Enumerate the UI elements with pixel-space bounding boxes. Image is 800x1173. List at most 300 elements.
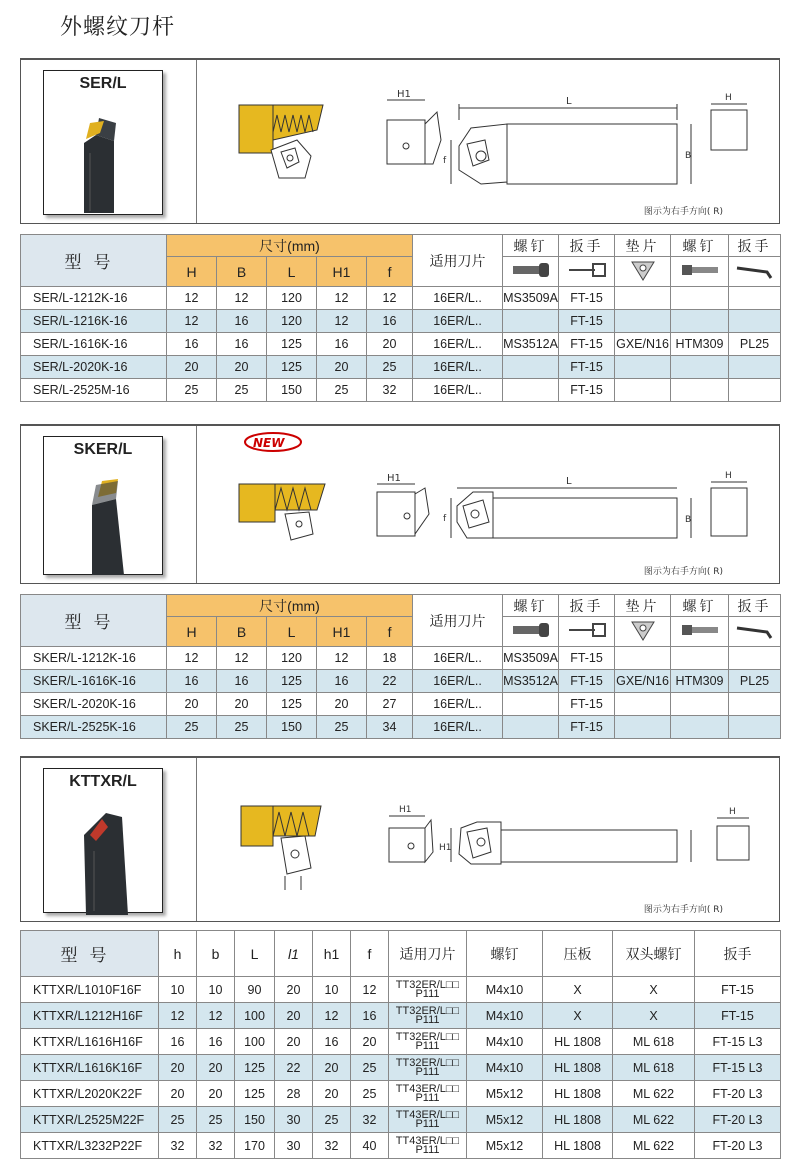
sker-tool-image bbox=[44, 459, 162, 575]
table-cell: 12 bbox=[367, 287, 413, 310]
table-cell bbox=[503, 693, 559, 716]
sker-caption: 图示为右手方向( R) bbox=[643, 567, 723, 577]
kttxr-end-view bbox=[717, 807, 749, 860]
table-cell: MS3509A bbox=[503, 647, 559, 670]
table-cell: 125 bbox=[235, 1081, 275, 1107]
kttxr-side-view bbox=[389, 805, 433, 862]
table-cell: 20 bbox=[159, 1055, 197, 1081]
table-cell: HL 1808 bbox=[543, 1055, 613, 1081]
table-cell: M5x12 bbox=[467, 1081, 543, 1107]
table-cell: 16ER/L.. bbox=[413, 670, 503, 693]
sker-head-shim-screw: 螺钉 bbox=[671, 595, 729, 617]
table-cell: 120 bbox=[267, 647, 317, 670]
kttxr-top-view bbox=[439, 822, 691, 864]
table-cell: 16 bbox=[367, 310, 413, 333]
table-cell bbox=[729, 647, 781, 670]
ser-f-label: f bbox=[443, 156, 447, 166]
table-cell bbox=[729, 310, 781, 333]
table-cell: MS3509A bbox=[503, 287, 559, 310]
table-cell: 16ER/L.. bbox=[413, 333, 503, 356]
table-cell: 10 bbox=[159, 977, 197, 1003]
table-cell: 125 bbox=[235, 1055, 275, 1081]
table-cell: FT-20 L3 bbox=[695, 1107, 781, 1133]
sker-insert-detail bbox=[239, 484, 325, 540]
table-cell: 25 bbox=[159, 1107, 197, 1133]
ser-head-insert: 适用刀片 bbox=[413, 235, 503, 287]
table-cell: 16ER/L.. bbox=[413, 356, 503, 379]
hex-key-icon bbox=[729, 257, 781, 287]
kttxr-tool-image bbox=[44, 791, 162, 915]
insert-cell bbox=[389, 1133, 467, 1159]
kttxr-col-l1: l1 bbox=[275, 931, 313, 977]
ser-col-f: f bbox=[367, 257, 413, 287]
table-cell bbox=[503, 716, 559, 739]
table-cell bbox=[671, 287, 729, 310]
insert-grade: P111 bbox=[415, 1013, 440, 1026]
table-cell: 16 bbox=[317, 333, 367, 356]
table-cell bbox=[615, 287, 671, 310]
kttxr-head-insert: 适用刀片 bbox=[389, 931, 467, 977]
new-badge-text: NEW bbox=[253, 436, 285, 450]
sker-head-dims: 尺寸(mm) bbox=[167, 595, 413, 617]
table-cell: 25 bbox=[217, 716, 267, 739]
ser-caption: 图示为右手方向( R) bbox=[643, 207, 723, 217]
table-cell: FT-15 bbox=[695, 977, 781, 1003]
table-cell: M4x10 bbox=[467, 977, 543, 1003]
table-cell: 25 bbox=[351, 1081, 389, 1107]
table-cell: 12 bbox=[217, 287, 267, 310]
sker-photo-label: SKER/L bbox=[73, 441, 133, 458]
table-cell: 12 bbox=[167, 647, 217, 670]
model-cell: KTTXR/L3232P22F bbox=[21, 1133, 159, 1159]
table-cell: 16 bbox=[217, 333, 267, 356]
table-cell: 18 bbox=[367, 647, 413, 670]
ser-head-dims: 尺寸(mm) bbox=[167, 235, 413, 257]
table-cell: 20 bbox=[167, 693, 217, 716]
sker-side-view bbox=[377, 473, 429, 536]
table-cell: HL 1808 bbox=[543, 1107, 613, 1133]
sker-head-screw: 螺钉 bbox=[503, 595, 559, 617]
ser-col-h: H bbox=[167, 257, 217, 287]
table-cell: 20 bbox=[275, 1003, 313, 1029]
kttxr-caption: 图示为右手方向( R) bbox=[643, 905, 723, 915]
table-cell: 20 bbox=[167, 356, 217, 379]
sker-top-view bbox=[443, 476, 691, 538]
table-cell: 16ER/L.. bbox=[413, 693, 503, 716]
table-cell: FT-15 bbox=[559, 716, 615, 739]
table-cell: M4x10 bbox=[467, 1029, 543, 1055]
table-cell bbox=[615, 356, 671, 379]
ser-head-shim: 垫片 bbox=[615, 235, 671, 257]
model-cell: KTTXR/L2525M22F bbox=[21, 1107, 159, 1133]
model-cell: KTTXR/L1010F16F bbox=[21, 977, 159, 1003]
sker-h-label: H bbox=[725, 471, 732, 481]
table-cell: 20 bbox=[217, 356, 267, 379]
table-row bbox=[21, 1081, 781, 1107]
table-cell: 12 bbox=[167, 287, 217, 310]
table-cell: PL25 bbox=[729, 333, 781, 356]
kttxr-h1-label: H1 bbox=[399, 805, 412, 815]
sker-figure-panel bbox=[20, 424, 780, 584]
screw-icon bbox=[503, 257, 559, 287]
sker-col-h: H bbox=[167, 617, 217, 647]
ser-photo-label: SER/L bbox=[79, 75, 127, 92]
table-cell: 12 bbox=[313, 1003, 351, 1029]
table-cell: 16ER/L.. bbox=[413, 716, 503, 739]
kttxr-hh-label: H1 bbox=[439, 843, 452, 853]
table-cell: 16ER/L.. bbox=[413, 287, 503, 310]
table-cell: X bbox=[543, 977, 613, 1003]
table-row bbox=[21, 1003, 781, 1029]
table-row bbox=[21, 310, 781, 333]
kttxr-photo-label: KTTXR/L bbox=[69, 773, 137, 790]
table-cell: 20 bbox=[313, 1081, 351, 1107]
table-cell: 16 bbox=[217, 670, 267, 693]
table-cell: 16 bbox=[167, 670, 217, 693]
table-cell: 40 bbox=[351, 1133, 389, 1159]
table-cell: 16 bbox=[159, 1029, 197, 1055]
table-cell bbox=[615, 647, 671, 670]
model-cell: SER/L-2020K-16 bbox=[21, 356, 167, 379]
ser-h-label: H bbox=[725, 93, 732, 103]
shim-screw-icon bbox=[671, 617, 729, 647]
table-cell: 20 bbox=[317, 356, 367, 379]
table-cell: 100 bbox=[235, 1003, 275, 1029]
table-cell: 16ER/L.. bbox=[413, 379, 503, 402]
ser-head-screw: 螺钉 bbox=[503, 235, 559, 257]
model-cell: SER/L-1616K-16 bbox=[21, 333, 167, 356]
shim-icon bbox=[615, 257, 671, 287]
table-cell: 150 bbox=[267, 716, 317, 739]
sker-col-l: L bbox=[267, 617, 317, 647]
ser-photo-area bbox=[21, 60, 197, 223]
new-badge bbox=[245, 433, 301, 451]
table-cell: 22 bbox=[275, 1055, 313, 1081]
table-row bbox=[21, 379, 781, 402]
table-cell: 150 bbox=[235, 1107, 275, 1133]
model-cell: SKER/L-1212K-16 bbox=[21, 647, 167, 670]
insert-grade: P111 bbox=[415, 1065, 440, 1078]
ser-tool-photo bbox=[43, 70, 163, 215]
table-cell: 20 bbox=[367, 333, 413, 356]
insert-code: TT32ER/L□□ bbox=[395, 1056, 460, 1069]
ser-spec-table bbox=[20, 234, 781, 402]
table-row bbox=[21, 356, 781, 379]
ser-head-key: 扳手 bbox=[729, 235, 781, 257]
table-cell: 32 bbox=[313, 1133, 351, 1159]
kttxr-col-h: h bbox=[159, 931, 197, 977]
table-cell: 125 bbox=[267, 670, 317, 693]
table-cell: 25 bbox=[317, 379, 367, 402]
table-cell: 12 bbox=[317, 310, 367, 333]
shim-screw-icon bbox=[671, 257, 729, 287]
ser-head-shim-screw: 螺钉 bbox=[671, 235, 729, 257]
ser-head-wrench: 扳手 bbox=[559, 235, 615, 257]
hex-key-icon bbox=[729, 617, 781, 647]
sker-col-b: B bbox=[217, 617, 267, 647]
sker-col-h1: H1 bbox=[317, 617, 367, 647]
model-cell: KTTXR/L2020K22F bbox=[21, 1081, 159, 1107]
insert-cell bbox=[389, 1081, 467, 1107]
table-cell: M5x12 bbox=[467, 1107, 543, 1133]
insert-code: TT43ER/L□□ bbox=[395, 1082, 460, 1095]
table-cell: FT-15 bbox=[559, 287, 615, 310]
table-cell: 170 bbox=[235, 1133, 275, 1159]
table-cell: FT-20 L3 bbox=[695, 1081, 781, 1107]
table-cell: ML 622 bbox=[613, 1081, 695, 1107]
table-cell: 16ER/L.. bbox=[413, 647, 503, 670]
insert-grade: P111 bbox=[415, 1117, 440, 1130]
insert-code: TT43ER/L□□ bbox=[395, 1108, 460, 1121]
table-cell bbox=[503, 356, 559, 379]
table-cell: HTM309 bbox=[671, 670, 729, 693]
table-cell: HL 1808 bbox=[543, 1029, 613, 1055]
table-cell: 25 bbox=[313, 1107, 351, 1133]
ser-figure-panel bbox=[20, 58, 780, 224]
table-cell bbox=[729, 379, 781, 402]
table-cell: 30 bbox=[275, 1133, 313, 1159]
model-cell: KTTXR/L1616K16F bbox=[21, 1055, 159, 1081]
table-row bbox=[21, 670, 781, 693]
table-cell bbox=[615, 716, 671, 739]
table-cell: 20 bbox=[317, 693, 367, 716]
table-cell: 125 bbox=[267, 693, 317, 716]
table-cell: 25 bbox=[367, 356, 413, 379]
table-cell bbox=[615, 693, 671, 716]
table-cell: ML 622 bbox=[613, 1133, 695, 1159]
screw-icon bbox=[503, 617, 559, 647]
table-cell: 125 bbox=[267, 356, 317, 379]
insert-cell bbox=[389, 977, 467, 1003]
model-cell: SER/L-2525M-16 bbox=[21, 379, 167, 402]
table-cell bbox=[729, 716, 781, 739]
table-cell: FT-15 bbox=[559, 670, 615, 693]
table-cell: FT-15 bbox=[559, 379, 615, 402]
insert-grade: P111 bbox=[415, 1039, 440, 1052]
table-cell: 12 bbox=[159, 1003, 197, 1029]
table-cell: 12 bbox=[217, 647, 267, 670]
kttxr-col-f: f bbox=[351, 931, 389, 977]
table-cell: FT-15 L3 bbox=[695, 1055, 781, 1081]
table-cell: 90 bbox=[235, 977, 275, 1003]
table-cell: 12 bbox=[351, 977, 389, 1003]
sker-head-insert: 适用刀片 bbox=[413, 595, 503, 647]
kttxr-figure-panel bbox=[20, 756, 780, 922]
table-cell: HL 1808 bbox=[543, 1081, 613, 1107]
table-cell bbox=[671, 310, 729, 333]
table-cell: ML 618 bbox=[613, 1029, 695, 1055]
table-cell: 25 bbox=[167, 716, 217, 739]
table-cell: 20 bbox=[197, 1055, 235, 1081]
table-cell: 16 bbox=[217, 310, 267, 333]
ser-dimension-drawing bbox=[201, 60, 776, 224]
table-cell: X bbox=[543, 1003, 613, 1029]
kttxr-tool-photo bbox=[43, 768, 163, 913]
table-cell: FT-15 L3 bbox=[695, 1029, 781, 1055]
sker-h1-label: H1 bbox=[387, 473, 401, 484]
table-row bbox=[21, 716, 781, 739]
insert-code: TT32ER/L□□ bbox=[395, 978, 460, 991]
table-row bbox=[21, 1029, 781, 1055]
insert-grade: P111 bbox=[415, 987, 440, 1000]
kttxr-col-l: L bbox=[235, 931, 275, 977]
sker-col-f: f bbox=[367, 617, 413, 647]
table-cell: 150 bbox=[267, 379, 317, 402]
ser-top-view bbox=[443, 96, 691, 184]
sker-f-label: f bbox=[443, 514, 447, 524]
sker-b-label: B bbox=[685, 515, 692, 525]
model-cell: SER/L-1212K-16 bbox=[21, 287, 167, 310]
wrench-icon bbox=[559, 257, 615, 287]
table-cell: 10 bbox=[197, 977, 235, 1003]
table-cell: X bbox=[613, 1003, 695, 1029]
table-cell: 120 bbox=[267, 287, 317, 310]
model-cell: KTTXR/L1616H16F bbox=[21, 1029, 159, 1055]
table-cell: 120 bbox=[267, 310, 317, 333]
table-cell: 16 bbox=[317, 670, 367, 693]
sker-head-shim: 垫片 bbox=[615, 595, 671, 617]
table-cell: GXE/N16 bbox=[615, 670, 671, 693]
ser-l-label: L bbox=[566, 96, 572, 107]
table-cell bbox=[615, 379, 671, 402]
table-cell bbox=[729, 693, 781, 716]
table-cell: PL25 bbox=[729, 670, 781, 693]
table-cell bbox=[729, 287, 781, 310]
ser-h1-label: H1 bbox=[397, 89, 411, 100]
table-cell: FT-15 bbox=[559, 693, 615, 716]
sker-head-model: 型号 bbox=[21, 595, 167, 647]
table-cell: FT-15 bbox=[559, 647, 615, 670]
table-row bbox=[21, 693, 781, 716]
sker-head-wrench: 扳手 bbox=[559, 595, 615, 617]
kttxr-head-stud: 双头螺钉 bbox=[613, 931, 695, 977]
table-cell bbox=[671, 647, 729, 670]
table-cell: 28 bbox=[275, 1081, 313, 1107]
kttxr-head-wrench: 扳手 bbox=[695, 931, 781, 977]
table-cell: 30 bbox=[275, 1107, 313, 1133]
table-cell: X bbox=[613, 977, 695, 1003]
table-cell: 32 bbox=[351, 1107, 389, 1133]
insert-cell bbox=[389, 1029, 467, 1055]
table-cell: 25 bbox=[351, 1055, 389, 1081]
table-cell: FT-15 bbox=[559, 356, 615, 379]
table-cell: 20 bbox=[313, 1055, 351, 1081]
kttxr-col-h1: h1 bbox=[313, 931, 351, 977]
table-cell: 16 bbox=[351, 1003, 389, 1029]
table-row bbox=[21, 1107, 781, 1133]
sker-photo-area bbox=[21, 426, 197, 583]
table-cell: 16 bbox=[313, 1029, 351, 1055]
ser-b-label: B bbox=[685, 151, 692, 161]
ser-side-view bbox=[387, 89, 441, 164]
table-cell: 20 bbox=[217, 693, 267, 716]
table-cell: 32 bbox=[159, 1133, 197, 1159]
table-cell bbox=[671, 693, 729, 716]
table-cell: M4x10 bbox=[467, 1055, 543, 1081]
table-row bbox=[21, 287, 781, 310]
table-cell: ML 622 bbox=[613, 1107, 695, 1133]
kttxr-head-clamp: 压板 bbox=[543, 931, 613, 977]
table-cell: 25 bbox=[317, 716, 367, 739]
insert-cell bbox=[389, 1107, 467, 1133]
table-cell: 12 bbox=[197, 1003, 235, 1029]
model-cell: SKER/L-2525K-16 bbox=[21, 716, 167, 739]
table-cell: HL 1808 bbox=[543, 1133, 613, 1159]
model-cell: SKER/L-1616K-16 bbox=[21, 670, 167, 693]
table-cell: 12 bbox=[317, 287, 367, 310]
table-cell: 32 bbox=[197, 1133, 235, 1159]
table-cell: 25 bbox=[217, 379, 267, 402]
table-cell: 32 bbox=[367, 379, 413, 402]
table-cell: 22 bbox=[367, 670, 413, 693]
sker-l-label: L bbox=[566, 476, 572, 487]
table-cell: 16 bbox=[197, 1029, 235, 1055]
table-cell: 100 bbox=[235, 1029, 275, 1055]
kttxr-head-model: 型号 bbox=[21, 931, 159, 977]
table-cell bbox=[671, 716, 729, 739]
table-cell bbox=[503, 310, 559, 333]
ser-tool-image bbox=[44, 93, 162, 213]
model-cell: KTTXR/L1212H16F bbox=[21, 1003, 159, 1029]
table-cell: M5x12 bbox=[467, 1133, 543, 1159]
sker-head-key: 扳手 bbox=[729, 595, 781, 617]
kttxr-photo-area bbox=[21, 758, 197, 921]
table-cell: M4x10 bbox=[467, 1003, 543, 1029]
table-cell: 25 bbox=[167, 379, 217, 402]
table-cell: 20 bbox=[275, 977, 313, 1003]
table-row bbox=[21, 1133, 781, 1159]
table-cell: 25 bbox=[197, 1107, 235, 1133]
model-cell: SKER/L-2020K-16 bbox=[21, 693, 167, 716]
table-cell: HTM309 bbox=[671, 333, 729, 356]
kttxr-head-screw: 螺钉 bbox=[467, 931, 543, 977]
insert-grade: P111 bbox=[415, 1143, 440, 1156]
sker-end-view bbox=[711, 471, 747, 536]
page-title: 外螺纹刀杆 bbox=[60, 15, 176, 40]
table-cell: FT-20 L3 bbox=[695, 1133, 781, 1159]
ser-col-l: L bbox=[267, 257, 317, 287]
table-cell bbox=[729, 356, 781, 379]
table-row bbox=[21, 977, 781, 1003]
shim-icon bbox=[615, 617, 671, 647]
insert-cell bbox=[389, 1003, 467, 1029]
table-cell: FT-15 bbox=[559, 333, 615, 356]
table-cell: 16ER/L.. bbox=[413, 310, 503, 333]
insert-grade: P111 bbox=[415, 1091, 440, 1104]
table-cell: 12 bbox=[167, 310, 217, 333]
table-cell: 125 bbox=[267, 333, 317, 356]
insert-code: TT32ER/L□□ bbox=[395, 1004, 460, 1017]
ser-col-h1: H1 bbox=[317, 257, 367, 287]
sker-spec-table bbox=[20, 594, 781, 739]
kttxr-insert-detail bbox=[241, 806, 321, 890]
table-row bbox=[21, 333, 781, 356]
table-cell bbox=[671, 379, 729, 402]
table-cell: 20 bbox=[351, 1029, 389, 1055]
sker-dimension-drawing bbox=[201, 426, 776, 584]
model-cell: SER/L-1216K-16 bbox=[21, 310, 167, 333]
table-cell: 20 bbox=[197, 1081, 235, 1107]
table-cell: 27 bbox=[367, 693, 413, 716]
sker-tool-photo bbox=[43, 436, 163, 575]
ser-insert-detail bbox=[239, 105, 323, 178]
table-row bbox=[21, 1055, 781, 1081]
table-cell: GXE/N16 bbox=[615, 333, 671, 356]
wrench-icon bbox=[559, 617, 615, 647]
ser-end-view bbox=[711, 93, 747, 150]
table-cell bbox=[503, 379, 559, 402]
table-cell: 10 bbox=[313, 977, 351, 1003]
